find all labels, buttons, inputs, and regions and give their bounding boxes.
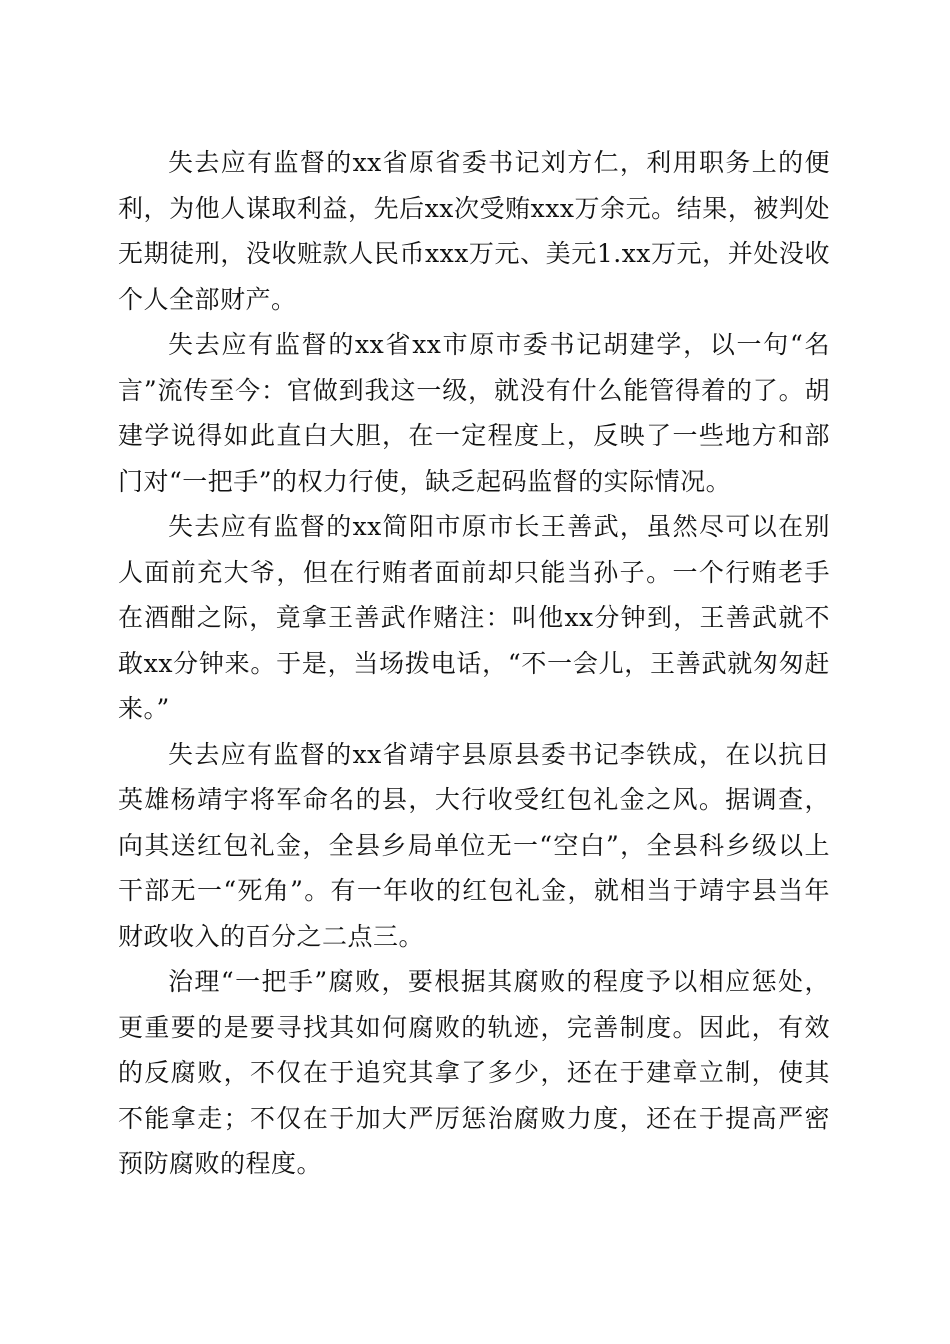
paragraph-li-tiecheng: 失去应有监督的xx省靖宇县原县委书记李铁成，在以抗日英雄杨靖宇将军命名的县，大行收受红包礼金之风。据调查，向其送红包礼金，全县乡局单位无一“空白”，全县科乡级以上干部无一“死角”。有一年收的红包礼金，就相当于靖宇县当年财政收入的百分之二点三。 <box>118 739 830 951</box>
paragraph-liu-fangren: 失去应有监督的xx省原省委书记刘方仁，利用职务上的便利，为他人谋取利益，先后xx次受贿xxx万余元。结果，被判处无期徒刑，没收赃款人民币xxx万元、美元1.xx万元，并处没收个人全部财产。 <box>118 148 830 314</box>
document-body <box>118 140 830 1187</box>
paragraph-hu-jianxue: 失去应有监督的xx省xx市原市委书记胡建学，以一句“名言”流传至今：官做到我这一级，就没有什么能管得着的了。胡建学说得如此直白大胆，在一定程度上，反映了一些地方和部门对“一把手”的权力行使，缺乏起码监督的实际情况。 <box>118 330 830 496</box>
paragraph-wang-shanwu: 失去应有监督的xx简阳市原市长王善武，虽然尽可以在别人面前充大爷，但在行贿者面前却只能当孙子。一个行贿老手在酒酣之际，竟拿王善武作赌注：叫他xx分钟到，王善武就不敢xx分钟来。于是，当场拨电话，“不一会儿，王善武就匆匆赶来。” <box>118 512 830 723</box>
paragraph-conclusion: 治理“一把手”腐败，要根据其腐败的程度予以相应惩处，更重要的是要寻找其如何腐败的轨迹，完善制度。因此，有效的反腐败，不仅在于追究其拿了多少，还在于建章立制，使其不能拿走；不仅在于加大严厉惩治腐败力度，还在于提高严密预防腐败的程度。 <box>118 967 830 1178</box>
